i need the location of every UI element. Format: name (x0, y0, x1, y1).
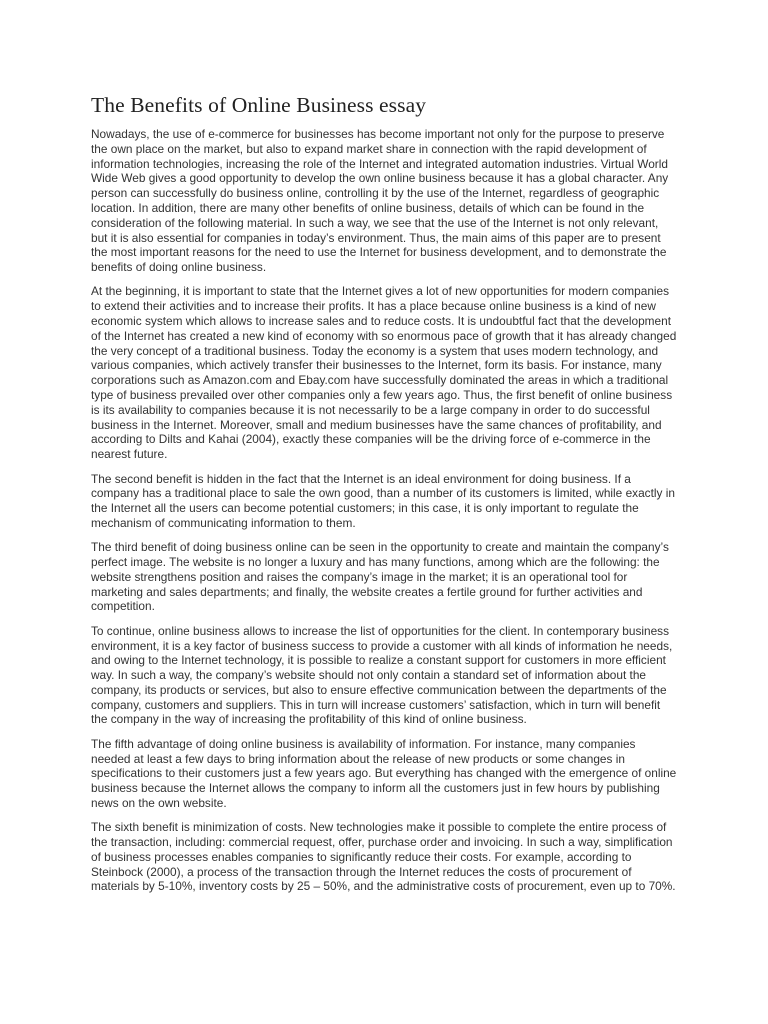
paragraph-fifth-advantage: The fifth advantage of doing online business is availability of information. For instance, many companies needed at least a few days to bring information about the release of new products or some changes in specifications to their customers just a few years ago. But everything has changed with the emergence of online business because the Internet allows the company to inform all the customers just in few hours by publishing news on the own website. (91, 736, 677, 810)
paragraph-first-benefit: At the beginning, it is important to state that the Internet gives a lot of new opportunities for modern companies to extend their activities and to increase their profits. It has a place because online business is a kind of new economic system which allows to increase sales and to reduce costs. It is undoubtful fact that the development of the Internet has created a new kind of economy with so enormous pace of growth that it has already changed the very concept of a traditional business. Today the economy is a system that uses modern technology, and various companies, which actively transfer their businesses to the Internet, form its basis. For instance, many corporations such as Amazon.com and Ebay.com have successfully dominated the areas in which a traditional type of business prevailed over other companies only a few years ago. Thus, the first benefit of online business is its availability to companies because it is not necessarily to be a large company in order to do successful business in the Internet. Moreover, small and medium businesses have the same chances of profitability, and according to Dilts and Kahai (2004), exactly these companies will be the driving force of e-commerce in the nearest future. (91, 284, 677, 462)
paragraph-second-benefit: The second benefit is hidden in the fact that the Internet is an ideal environment for doing business. If a company has a traditional place to sale the own good, than a number of its customers is limited, while exactly in the Internet all the users can become potential customers; in this case, it is only important to regulate the mechanism of communicating information to them. (91, 471, 675, 530)
paragraph-introduction: Nowadays, the use of e-commerce for businesses has become important not only for the purpose to preserve the own place on the market, but also to expand market share in connection with the rapid development of information technologies, increasing the role of the Internet and integrated automation industries. Virtual World Wide Web gives a good opportunity to develop the own online business because it has a global character. Any person can successfully do business online, controlling it by the use of the Internet, regardless of geographic location. In addition, there are many other benefits of online business, details of which can be found in the consideration of the following material. In such a way, we see that the use of the Internet is not only relevant, but it is also essential for companies in today’s environment. Thus, the main aims of this paper are to present the most important reasons for the need to use the Internet for business development, and to demonstrate the benefits of doing online business. (91, 127, 669, 275)
paragraph-client-opportunities: To continue, online business allows to increase the list of opportunities for the client. In contemporary business environment, it is a key factor of business success to provide a customer with all kinds of information he needs, and owing to the Internet technology, it is possible to realize a constant support for customers in more efficient way. In such a way, the company’s website should not only contain a standard set of information about the company, its products or services, but also to ensure effective communication between the departments of the company, customers and suppliers. This in turn will increase customers’ satisfaction, which in turn will benefit the company in the way of increasing the profitability of this kind of online business. (91, 623, 673, 727)
document-title: The Benefits of Online Business essay (91, 93, 427, 117)
document-page (91, 91, 677, 904)
paragraph-third-benefit: The third benefit of doing business online can be seen in the opportunity to create and maintain the company’s perfect image. The website is no longer a luxury and has many functions, among which are the following: the website strengthens position and raises the company’s image in the market; it is an operational tool for marketing and sales departments; and finally, the website creates a fertile ground for further activities and competition. (91, 540, 669, 614)
paragraph-sixth-benefit: The sixth benefit is minimization of costs. New technologies make it possible to complete the entire process of the transaction, including: commercial request, offer, purchase order and invoicing. In such a way, simplification of business processes enables companies to significantly reduce their costs. For example, according to Steinbock (2000), a process of the transaction through the Internet reduces the costs of procurement of materials by 5-10%, inventory costs by 25 – 50%, and the administrative costs of procurement, even up to 70%. (91, 820, 676, 894)
